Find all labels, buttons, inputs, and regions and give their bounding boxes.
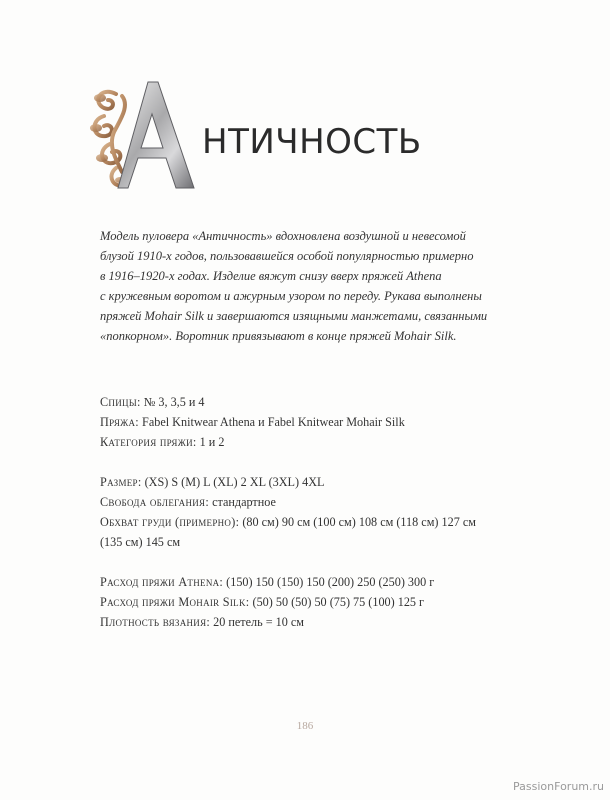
spec-value: (150) 150 (150) 150 (200) 250 (250) 300 г bbox=[226, 575, 435, 589]
intro-line: Модель пуловера «Античность» вдохновлена воздушной и невесомой bbox=[100, 229, 466, 243]
intro-line: пряжей Mohair Silk и завершаются изящными манжетами, связанными bbox=[100, 309, 488, 323]
spec-value: (50) 50 (50) 50 (75) 75 (100) 125 г bbox=[252, 595, 425, 609]
chapter-title bbox=[86, 76, 506, 196]
intro-line: блузой 1910-х годов, пользовавшейся особой популярностью примерно bbox=[100, 249, 474, 263]
page-number: 186 bbox=[296, 720, 314, 732]
spec-value: Fabel Knitwear Athena и Fabel Knitwear Mohair Silk bbox=[142, 415, 405, 429]
spec-label: Размер: bbox=[100, 475, 142, 489]
spec-value: (80 см) 90 см (100 см) 108 см (118 см) 127 см bbox=[242, 515, 476, 529]
spec-gauge bbox=[100, 612, 530, 632]
intro-line: «попкорном». Воротник привязывают в конце пряжей Mohair Silk. bbox=[100, 329, 457, 343]
intro-line: в 1916–1920-х годах. Изделие вяжут снизу вверх пряжей Athena bbox=[100, 269, 442, 283]
spec-label: Расход пряжи Athena: bbox=[100, 575, 224, 589]
spec-label: Расход пряжи Mohair Silk: bbox=[100, 595, 250, 609]
spec-label: Свобода облегания: bbox=[100, 495, 210, 509]
pattern-specs bbox=[100, 392, 530, 632]
spec-label: Обхват груди (примерно): bbox=[100, 515, 240, 529]
spec-size bbox=[100, 472, 530, 492]
spec-label: Категория пряжи: bbox=[100, 435, 197, 449]
ornamental-dropcap-a bbox=[86, 76, 196, 194]
title-text: НТИЧНОСТЬ bbox=[202, 122, 422, 162]
intro-paragraph bbox=[100, 226, 520, 346]
dropcap-letter: А bbox=[152, 136, 153, 137]
intro-line: с кружевным воротом и ажурным узором по переду. Рукава выполнены bbox=[100, 289, 482, 303]
spec-label: Пряжа: bbox=[100, 415, 139, 429]
spec-value: № 3, 3,5 и 4 bbox=[143, 395, 205, 409]
watermark: PassionForum.ru bbox=[513, 780, 604, 793]
spec-label: Спицы: bbox=[100, 395, 141, 409]
spec-value: (XS) S (M) L (XL) 2 XL (3XL) 4XL bbox=[144, 475, 325, 489]
spec-athena-usage bbox=[100, 572, 530, 592]
spec-mohair-usage bbox=[100, 592, 530, 612]
spec-value: 20 петель = 10 см bbox=[213, 615, 305, 629]
spec-needles bbox=[100, 392, 530, 412]
spec-bust bbox=[100, 512, 530, 532]
spec-yarn bbox=[100, 412, 530, 432]
spec-value: 1 и 2 bbox=[199, 435, 225, 449]
spec-value: (135 см) 145 см bbox=[100, 535, 181, 549]
spec-bust-continued bbox=[100, 532, 530, 552]
spec-label: Плотность вязания: bbox=[100, 615, 211, 629]
spec-value: стандартное bbox=[212, 495, 276, 509]
spec-fit bbox=[100, 492, 530, 512]
spec-yarn-category bbox=[100, 432, 530, 452]
